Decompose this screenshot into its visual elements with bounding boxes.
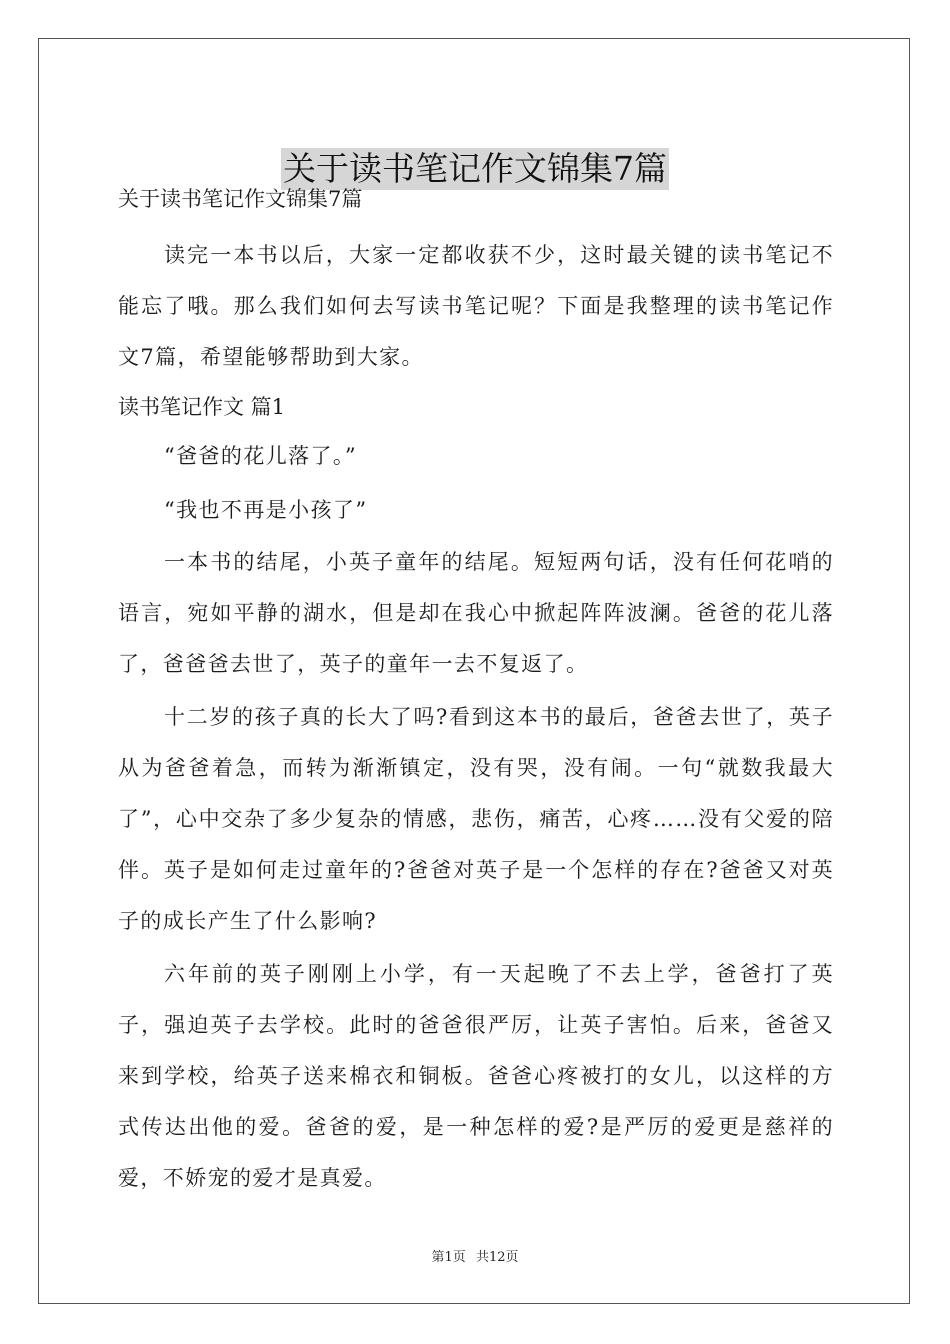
- document-body: [118, 180, 834, 1204]
- body-paragraph: 十二岁的孩子真的长大了吗?看到这本书的最后，爸爸去世了，英子从为爸爸着急，而转为渐渐镇定，没有哭，没有闹。一句“就数我最大了”，心中交杂了多少复杂的情感，悲伤，痛苦，心疼……没有父爱的陪伴。英子是如何走过童年的?爸爸对英子是一个怎样的存在?爸爸又对英子的成长产生了什么影响?: [118, 705, 834, 933]
- page-number: 第1页: [431, 1250, 466, 1265]
- body-paragraph: 六年前的英子刚刚上小学，有一天起晚了不去上学，爸爸打了英子，强迫英子去学校。此时的爸爸很严厉，让英子害怕。后来，爸爸又来到学校，给英子送来棉衣和铜板。爸爸心疼被打的女儿，以这样的方式传达出他的爱。爸爸的爱，是一种怎样的爱?是严厉的爱更是慈祥的爱，不娇宠的爱才是真爱。: [118, 962, 834, 1190]
- intro-paragraph: 读完一本书以后，大家一定都收获不少，这时最关键的读书笔记不能忘了哦。那么我们如何去写读书笔记呢？下面是我整理的读书笔记作文7篇，希望能够帮助到大家。: [118, 243, 834, 369]
- section-heading: 读书笔记作文 篇1: [118, 395, 286, 419]
- document-title: 关于读书笔记作文锦集7篇: [283, 149, 667, 189]
- quote-line: “爸爸的花儿落了。”: [164, 444, 357, 468]
- page-total: 共12页: [475, 1250, 519, 1265]
- page-footer: [0, 1246, 950, 1265]
- body-paragraph: 一本书的结尾，小英子童年的结尾。短短两句话，没有任何花哨的语言，宛如平静的湖水，但是却在我心中掀起阵阵波澜。爸爸的花儿落了，爸爸爸去世了，英子的童年一去不复返了。: [118, 550, 834, 676]
- quote-line: “我也不再是小孩了”: [164, 498, 368, 522]
- subtitle-line: 关于读书笔记作文锦集7篇: [118, 187, 363, 211]
